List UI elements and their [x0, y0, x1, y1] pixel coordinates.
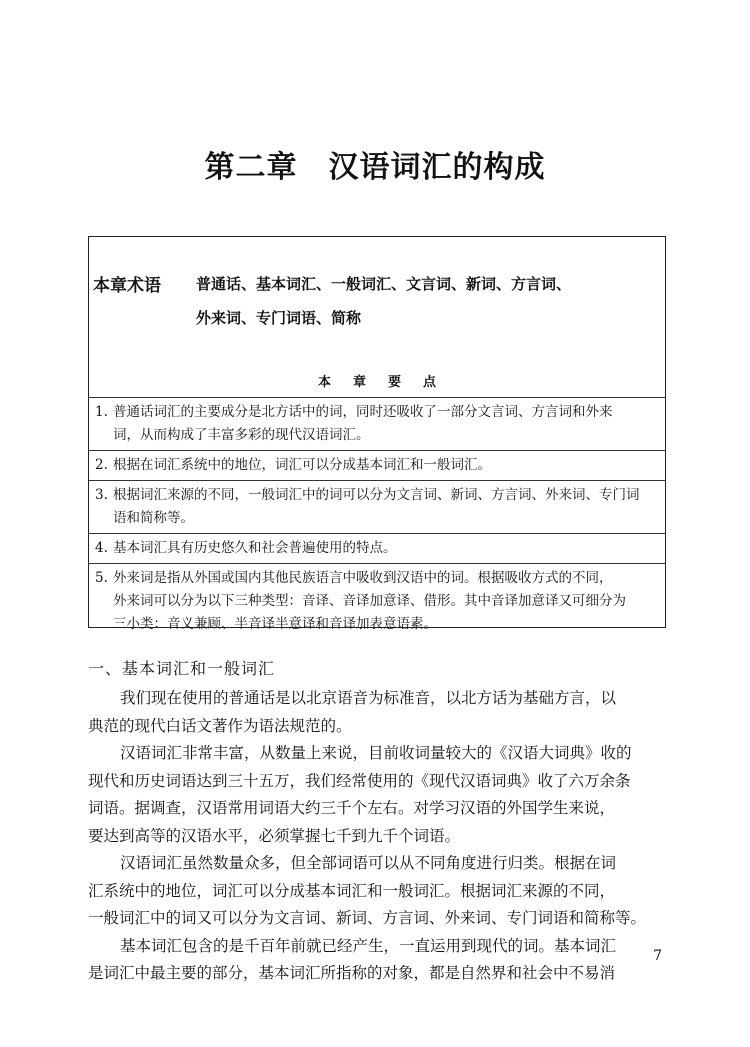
key-point-line: 基本词汇具有历史悠久和社会普遍使用的特点。 [113, 540, 397, 556]
key-point [89, 480, 665, 533]
key-point-line: 词，从而构成了丰富多彩的现代汉语词汇。 [113, 427, 370, 443]
paragraph-line: 汉语词汇虽然数量众多，但全部词语可以从不同角度进行归类。根据在词 [120, 854, 617, 872]
paragraph-line: 一般词汇中的词又可以分为文言词、新词、方言词、外来词、专门词语和简称等。 [88, 909, 647, 927]
key-point-line: 三小类：音义兼顾、半音译半意译和音译加表意语素。 [113, 616, 437, 632]
paragraph-line: 汉语词汇非常丰富，从数量上来说，目前收词量较大的《汉语大词典》收的 [120, 744, 632, 762]
key-point-line: 外来词是指从外国或国内其他民族语言中吸收到汉语中的词。根据吸收方式的不同， [113, 570, 613, 586]
paragraph-line: 基本词汇包含的是千百年前就已经产生，一直运用到现代的词。基本词汇 [120, 936, 617, 955]
section-heading: 一、基本词汇和一般词汇 [88, 659, 276, 678]
key-point-number: 4. [95, 540, 108, 556]
terms-line: 普通话、基本词汇、一般词汇、文言词、新词、方言词、 [196, 275, 572, 293]
key-point-number: 5. [95, 570, 108, 586]
paragraph-line: 词语。据调查，汉语常用词语大约三千个左右。对学习汉语的外国学生来说， [88, 799, 616, 817]
key-point-line: 根据在词汇系统中的地位，词汇可以分成基本词汇和一般词汇。 [113, 457, 491, 473]
points-heading: 本章要点 [317, 375, 458, 390]
terms-label: 本章术语 [93, 276, 161, 296]
key-point [89, 397, 665, 450]
key-point [89, 533, 665, 563]
paragraph-line: 我们现在使用的普通话是以北京语音为标准音，以北方话为基础方言，以 [120, 689, 617, 707]
key-point-line: 语和简称等。 [113, 510, 194, 526]
terms-line: 外来词、专门词语、简称 [196, 309, 362, 327]
page-number: 7 [653, 948, 662, 964]
key-point-number: 1. [95, 404, 108, 420]
key-point-line: 普通话词汇的主要成分是北方话中的词，同时还吸收了一部分文言词、方言词和外来 [113, 404, 613, 420]
paragraph-line: 汇系统中的地位，词汇可以分成基本词汇和一般词汇。根据词汇来源的不同， [88, 881, 616, 900]
chapter-summary-box [88, 236, 666, 632]
key-point [89, 563, 665, 639]
paragraph-line: 现代和历史词语达到三十五万，我们经常使用的《现代汉语词典》收了六万余条 [88, 771, 631, 790]
key-point [89, 450, 665, 480]
paragraph-line: 典范的现代白话文著作为语法规范的。 [88, 716, 352, 735]
paragraph-line: 要达到高等的汉语水平，必须掌握七千到九千个词语。 [88, 826, 461, 845]
body-text [88, 685, 668, 988]
key-points-list [89, 397, 665, 639]
key-point-number: 2. [95, 457, 108, 473]
key-point-line: 外来词可以分为以下三种类型：音译、音译加意译、借形。其中音译加意译又可细分为 [113, 593, 626, 609]
key-point-number: 3. [95, 487, 108, 503]
key-point-line: 根据词汇来源的不同，一般词汇中的词可以分为文言词、新词、方言词、外来词、专门词 [113, 487, 640, 503]
paragraph-line: 是词汇中最主要的部分，基本词汇所指称的对象，都是自然界和社会中不易消 [88, 964, 616, 982]
chapter-title: 第二章 汉语词汇的构成 [204, 150, 546, 185]
